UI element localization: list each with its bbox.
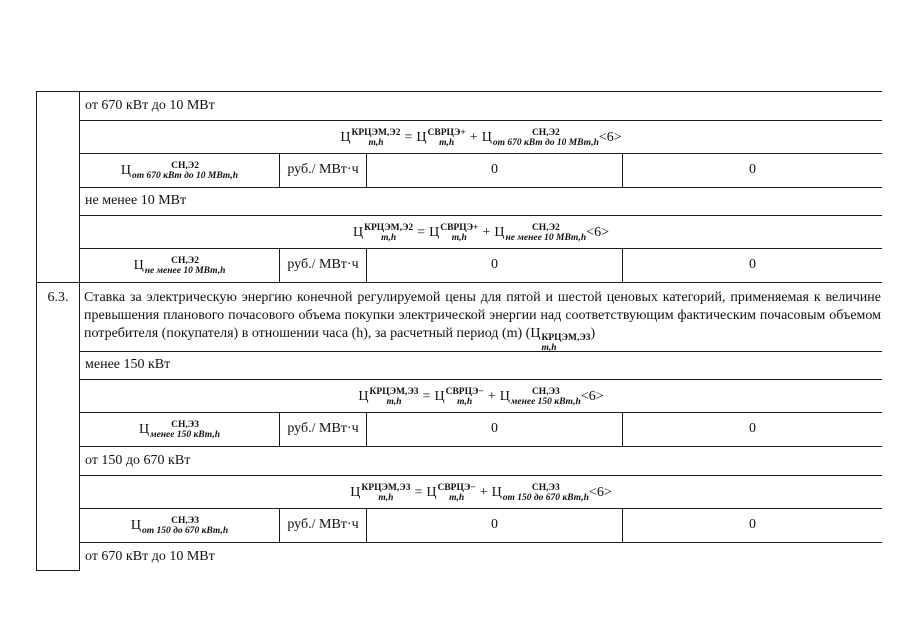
unit-label: руб./ МВт·ч	[287, 517, 359, 532]
table-left-border	[36, 91, 37, 571]
range-title: от 150 до 670 кВт	[85, 453, 191, 468]
row-divider	[79, 475, 882, 476]
row-divider	[79, 215, 882, 216]
tariff-symbol: Ц СН,Э2 не менее 10 МВт,h	[133, 256, 226, 276]
tariff-symbol: Ц СН,Э3 менее 150 кВт,h	[138, 420, 221, 440]
unit-label: руб./ МВт·ч	[287, 257, 359, 272]
row-divider	[79, 379, 882, 380]
table-bottom-border	[36, 570, 80, 571]
unit-label: руб./ МВт·ч	[287, 162, 359, 177]
value-cell: 0	[749, 162, 756, 177]
row-divider	[79, 187, 882, 188]
range-title: от 670 кВт до 10 МВт	[85, 549, 215, 564]
value-cell: 0	[749, 257, 756, 272]
range-title: менее 150 кВт	[85, 357, 171, 372]
tariff-symbol: Ц СН,Э2 от 670 кВт до 10 МВт,h	[120, 161, 239, 181]
formula: Ц КРЦЭМ,Э2 m,h = Ц СВРЦЭ+ m,h + Ц СН,Э2 от 670 кВт до 10 МВт,h <6>	[340, 128, 622, 148]
tariff-symbol: Ц СН,Э3 от 150 до 670 кВт,h	[130, 516, 229, 536]
item-description: Ставка за электрическую энергию конечной регулируемой цены для пятой и шестой ценовых категорий, применяемая к величине превышения планового почасового объема покупки электрической энергии над соответствующим фактическим почасовым объемом потребителя (покупателя) в отношении часа (h), за расчетный период (m) (Ц КРЦЭМ,Э3 m,h )	[84, 290, 881, 353]
section-divider	[36, 282, 882, 283]
range-title: не менее 10 МВт	[85, 193, 187, 208]
value-cell: 0	[749, 421, 756, 436]
row-divider	[79, 153, 882, 154]
unit-label: руб./ МВт·ч	[287, 421, 359, 436]
value-cell: 0	[749, 517, 756, 532]
row-divider	[79, 446, 882, 447]
formula: Ц КРЦЭМ,Э3 m,h = Ц СВРЦЭ− m,h + Ц СН,Э3 от 150 до 670 кВт,h <6>	[350, 483, 612, 503]
row-divider	[79, 542, 882, 543]
range-title: от 670 кВт до 10 МВт	[85, 98, 215, 113]
value-cell: 0	[491, 162, 498, 177]
row-divider	[79, 120, 882, 121]
item-number: 6.3.	[47, 290, 69, 305]
formula: Ц КРЦЭМ,Э2 m,h = Ц СВРЦЭ+ m,h + Ц СН,Э2 не менее 10 МВт,h <6>	[352, 223, 610, 243]
formula: Ц КРЦЭМ,Э3 m,h = Ц СВРЦЭ− m,h + Ц СН,Э3 менее 150 кВт,h <6>	[358, 387, 604, 407]
row-divider	[79, 412, 882, 413]
value-cell: 0	[491, 421, 498, 436]
row-divider	[79, 248, 882, 249]
value-cell: 0	[491, 257, 498, 272]
table-top-border	[36, 91, 882, 92]
row-divider	[79, 508, 882, 509]
value-cell: 0	[491, 517, 498, 532]
